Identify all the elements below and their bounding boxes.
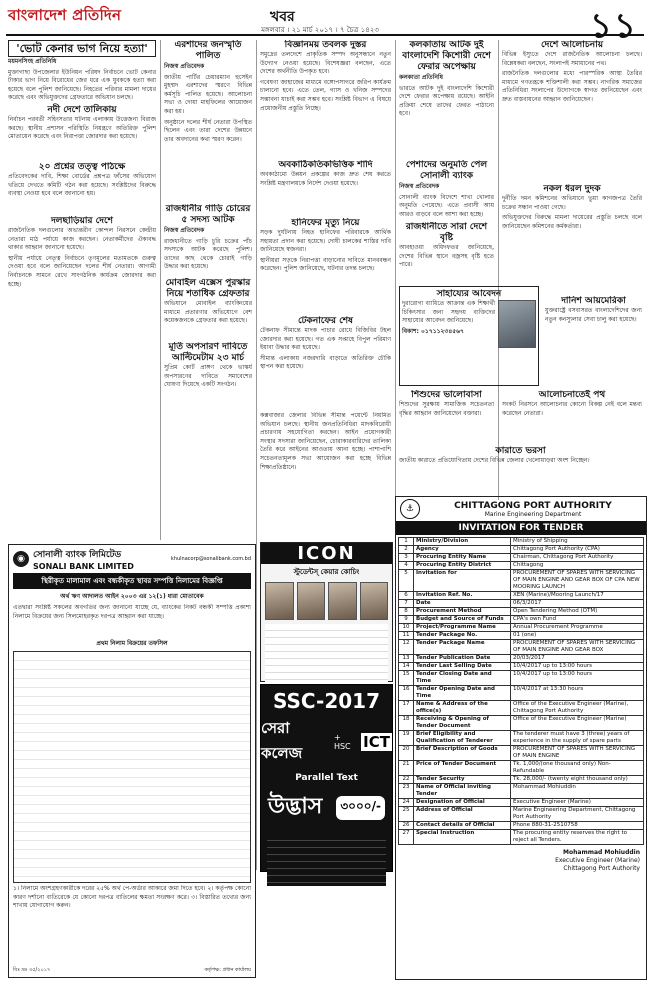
section-name: খবর	[270, 9, 295, 25]
cpa-cell-label: Date	[414, 600, 511, 608]
story-6-body: অভিযানে মোবাইল ব্যাংকিংয়ের মাধ্যমে প্রতারণার অভিযোগে বেশ কয়েকজনকে গ্রেফতার করা হয়েছে।	[164, 300, 252, 325]
cpa-cell-value: Marine Engineering Department, Chittagong Port Authority	[511, 807, 644, 822]
icon-ad-photo	[360, 582, 389, 620]
cpa-row	[399, 538, 644, 546]
cpa-row	[399, 784, 644, 799]
ssc-ad-ict: ICT	[363, 733, 390, 751]
story-1-headline[interactable]: 'ভোট কেনার ভাগ নিয়ে হত্যা'	[8, 40, 156, 57]
cpa-cell-value: Executive Engineer (Marine)	[511, 799, 644, 807]
story-14	[399, 222, 494, 282]
story-18-headline[interactable]: নকল ধরল দুদক	[543, 184, 601, 194]
cpa-row	[399, 546, 644, 554]
cpa-cell-label: Procuring Entity Name	[414, 554, 511, 562]
ssc-ad-subtitle: সেরা কলেজ	[261, 719, 303, 762]
cpa-row	[399, 632, 644, 640]
appeal-photo	[498, 300, 536, 348]
sonali-logo-icon: ◉	[13, 551, 29, 567]
sonali-table-heading: প্রথম নিলাম বিক্রয়ের তফসিল	[96, 640, 168, 647]
cpa-row	[399, 655, 644, 663]
appeal-contact: বিকাশ: ০১৭১১২৩৪৫৬৭	[402, 327, 464, 335]
story-7-headline[interactable]: মূর্তি অপসারণ দাবিতে আল্টিমেটাম ২৩ মার্চ	[168, 342, 248, 363]
story-3: দলছাড়িয়ার দেশে রাজনৈতিক দলগুলোর অভ্যন্তরীণ কোন্দল নিরসনে কেন্দ্রীয় নেতারা মাঠ পর্যায়ে কাজ করছেন। নেতাকর্মীদের ঐক্যবদ্ধ থাকার আহ্বান জানানো হয়েছে। স্থানীয় পর্যায়ে নেতৃত্ব নির্বাচনে তৃণমূলের মতামতকে গুরুত্ব দেওয়া হবে বলে জানিয়েছেন দলের শীর্ষ নেতারা। আগামী নির্বাচনকে সামনে রেখে সাংগঠনিক কার্যক্রম জোরদার করা হচ্ছে।	[8, 216, 156, 288]
sonali-name-en: SONALI BANK LIMITED	[33, 562, 134, 571]
cpa-cell-number: 23	[399, 784, 414, 799]
sonali-schedule-table	[13, 651, 251, 883]
story-19	[545, 296, 642, 386]
cpa-cell-value: 10/4/2017 up to 13:00 hours	[511, 671, 644, 686]
cpa-cell-label: Name & Address of the office(s)	[414, 701, 511, 716]
story-9	[260, 160, 391, 215]
story-4-byline: নিজস্ব প্রতিবেদক	[164, 63, 205, 70]
story-11-continued: কক্সবাজার জেলার বিভিন্ন সীমান্ত পয়েন্টে নিয়মিত অভিযান চলছে। স্থানীয় জনপ্রতিনিধিরা মাদকবিরোধী প্রচারণায় সহযোগিতা করছেন। আইন প্রয়োগকারী সংস্থার সদস্যরা জানিয়েছেন, চোরাকারবারিদের তালিকা তৈরি করে আইনের আওতায় আনা হচ্ছে। পাশাপাশি সচেতনতামূলক সভা আয়োজন করা হচ্ছে বিভিন্ন শিক্ষাপ্রতিষ্ঠানে।	[260, 412, 391, 471]
cpa-cell-value: CPA's own Fund	[511, 616, 644, 624]
cpa-cell-value: Phone 880-31-2510758	[511, 822, 644, 830]
cpa-cell-number: 18	[399, 716, 414, 731]
appeal-box	[399, 286, 539, 386]
cpa-cell-number: 9	[399, 616, 414, 624]
cpa-cell-value: Tk. 1,000/(one thousand only) Non-Refundable	[511, 761, 644, 776]
cpa-cell-value: Chittagong	[511, 562, 644, 570]
cpa-cell-label: Ministry/Division	[414, 538, 511, 546]
cpa-cell-value: Office of the Executive Engineer (Marine), Chittagong Port Authority	[511, 701, 644, 716]
cpa-row	[399, 799, 644, 807]
cpa-cell-label: Designation of Official	[414, 799, 511, 807]
cpa-cell-label: Invitation Ref. No.	[414, 592, 511, 600]
cpa-cell-number: 19	[399, 731, 414, 746]
cpa-title: INVITATION FOR TENDER	[396, 521, 646, 535]
story-10: হানিফের মৃত্যু নিয়ে সড়ক দুর্ঘটনায় নিহত হানিফের পরিবারকে আর্থিক সহায়তা প্রদান করা হয়েছে। দোষী চালকের শাস্তির দাবি জানিয়েছে স্বজনরা। স্থানীয়রা সড়কে নিরাপত্তা বাড়ানোর দাবিতে মানববন্ধন করেছেন। পুলিশ জানিয়েছে, ঘটনার তদন্ত চলছে।	[260, 218, 391, 273]
cpa-signature-title: Executive Engineer (Marine)	[555, 857, 640, 864]
cpa-row	[399, 807, 644, 822]
ssc-ad-brand: উদ্ভাস	[268, 794, 323, 819]
story-17-body: বিভিন্ন ইস্যুতে দেশে রাজনৈতিক আলোচনা চলছে। বিশ্লেষকরা বলছেন, সংলাপই সমাধানের পথ।	[502, 51, 642, 67]
story-1-subhead: নদী দেশে তালিকায়	[47, 104, 117, 115]
sonali-notice-sub: অর্থ ঋণ আদালত আইন ২০০৩ এর ১২(১) ধারা মোতাবেক	[60, 593, 204, 600]
story-1: 'ভোট কেনার ভাগ নিয়ে হত্যা' ময়মনসিংহ প্রতিনিধি মুক্তাগাছা উপজেলার ইউনিয়ন পরিষদ নির্বাচনে ভোট কেনার টাকার ভাগ নিয়ে বিরোধের জের ধরে এক যুবককে হত্যা করা হয়েছে বলে পুলিশ জানিয়েছে। নিহতের পরিবার মামলা দায়ের করেছে এবং অভিযুক্তদের গ্রেফতারে অভিযান চলছে। নদী দেশে তালিকায় নির্বাচন পরবর্তী সহিংসতার ঘটনায় এলাকায় উত্তেজনা বিরাজ করছে। স্থানীয় প্রশাসন পরিস্থিতি নিয়ন্ত্রণে অতিরিক্ত পুলিশ মোতায়েন করেছে এবং নিরাপত্তা জোরদার করা হয়েছে।	[8, 42, 156, 141]
story-19-headline[interactable]: দানিশ আয়মেরিকা	[561, 296, 626, 306]
story-11-headline[interactable]: টেকনাফের শেষ	[297, 316, 354, 326]
appeal-headline[interactable]: সাহায্যের আবেদন	[436, 289, 502, 299]
cpa-cell-number: 24	[399, 799, 414, 807]
cpa-cell-label: Tender Closing Date and Time	[414, 671, 511, 686]
cpa-cell-label: Agency	[414, 546, 511, 554]
icon-ad-tagline: স্টুডেন্টস্ কেয়ার কোচিং	[293, 568, 360, 576]
cpa-tender	[395, 496, 647, 980]
cpa-cell-number: 21	[399, 761, 414, 776]
cpa-logo-icon: ⚓	[400, 499, 420, 519]
cpa-cell-number: 6	[399, 592, 414, 600]
cpa-cell-value: 06/3/2017	[511, 600, 644, 608]
story-2	[8, 162, 156, 212]
cpa-cell-value: XEN (Marine)/Mooring Launch/17	[511, 592, 644, 600]
story-5-body: রাজধানীতে গাড়ি চুরি চক্রের পাঁচ সদস্যকে আটক করেছে পুলিশ। তাদের কাছ থেকে চোরাই গাড়ি উদ্ধার করা হয়েছে।	[164, 237, 252, 271]
cpa-cell-value: Chairman, Chittagong Port Authority	[511, 554, 644, 562]
story-3-body: রাজনৈতিক দলগুলোর অভ্যন্তরীণ কোন্দল নিরসনে কেন্দ্রীয় নেতারা মাঠ পর্যায়ে কাজ করছেন। নেতাকর্মীদের ঐক্যবদ্ধ থাকার আহ্বান জানানো হয়েছে।	[8, 227, 156, 252]
story-20	[502, 390, 642, 442]
story-12	[399, 40, 494, 155]
ssc-ad[interactable]	[260, 684, 393, 872]
cpa-table	[398, 537, 644, 845]
page-number: ১১	[589, 6, 638, 46]
cpa-cell-value: 10/4/2017 at 13:30 hours	[511, 686, 644, 701]
cpa-row	[399, 716, 644, 731]
cpa-row	[399, 570, 644, 592]
icon-ad-branch-list	[265, 624, 388, 684]
cpa-row	[399, 686, 644, 701]
cpa-cell-label: Address of Official	[414, 807, 511, 822]
cpa-row	[399, 671, 644, 686]
cpa-cell-number: 5	[399, 570, 414, 592]
cpa-cell-label: Tender Opening Date and Time	[414, 686, 511, 701]
icon-ad-brand: ICON	[261, 543, 392, 564]
story-4: এরশাদের জনস্মৃতি পালিত নিজস্ব প্রতিবেদক জাতীয় পার্টির চেয়ারম্যান হুসেইন মুহম্মদ এরশাদের স্মরণে বিভিন্ন কর্মসূচি পালিত হয়েছে। আলোচনা সভা ও দোয়া মাহফিলের আয়োজন করা হয়। অনুষ্ঠানে দলের শীর্ষ নেতারা উপস্থিত ছিলেন এবং তারা দেশের উন্নয়নে তার অবদানের কথা স্মরণ করেন।	[164, 40, 252, 143]
cpa-row	[399, 562, 644, 570]
story-18: নকল ধরল দুদক দুর্নীতি দমন কমিশনের অভিযানে ভুয়া কাগজপত্র তৈরি চক্রের সন্ধান পাওয়া গেছে। অভিযুক্তদের বিরুদ্ধে মামলা দায়েরের প্রস্তুতি চলছে বলে জানিয়েছেন কমিশনের কর্মকর্তারা।	[502, 184, 642, 230]
story-13-byline: নিজস্ব প্রতিবেদক	[399, 183, 440, 190]
cpa-cell-number: 15	[399, 671, 414, 686]
story-14-body: আবহাওয়া অধিদফতর জানিয়েছে, দেশের বিভিন্ন স্থানে বজ্রসহ বৃষ্টি হতে পারে।	[399, 244, 494, 269]
col-divider	[160, 40, 161, 540]
story-13-headline[interactable]: পেশাদের অনুমতি পেল সোনালী ব্যাংক	[405, 160, 488, 181]
story-13	[399, 160, 494, 220]
cpa-cell-number: 26	[399, 822, 414, 830]
story-8: বিজ্ঞানময় তবলক দুস্তর সমুদ্রের তলদেশে প্রাকৃতিক সম্পদ অনুসন্ধানে নতুন উদ্যোগ নেওয়া হয়েছে। বিশেষজ্ঞরা বলছেন, এতে দেশের অর্থনীতি উপকৃত হবে। গবেষণা জাহাজের মাধ্যমে বঙ্গোপসাগরে জরিপ কার্যক্রম চালানো হবে। এতে তেল, গ্যাস ও খনিজ সম্পদের সম্ভাবনা যাচাই করা সম্ভব হবে। সংশ্লিষ্ট বিভাগ এ বিষয়ে প্রয়োজনীয় প্রস্তুতি নিচ্ছে।	[260, 40, 391, 112]
cpa-cell-label: Name of Official inviting Tender	[414, 784, 511, 799]
cpa-row	[399, 822, 644, 830]
cpa-cell-value: Chittagong Port Authority (CPA)	[511, 546, 644, 554]
cpa-cell-label: Tender Package Name	[414, 640, 511, 655]
story-7	[164, 342, 252, 412]
ssc-ad-title: SSC-2017	[272, 689, 380, 713]
cpa-row	[399, 761, 644, 776]
cpa-cell-value: PROCUREMENT OF SPARES WITH SERVICING OF MAIN ENGINE AND GEAR BOX OF CPA NEW MOORING LAUNCH	[511, 570, 644, 592]
cpa-row	[399, 608, 644, 616]
ssc-ad-offer: ৩০০০/-	[336, 796, 385, 820]
cpa-cell-value: The tenderer must have 3 (three) years of experience in the supply of spare parts	[511, 731, 644, 746]
cpa-row	[399, 600, 644, 608]
cpa-row	[399, 616, 644, 624]
cpa-cell-number: 22	[399, 776, 414, 784]
cpa-row	[399, 776, 644, 784]
cpa-cell-number: 7	[399, 600, 414, 608]
story-21-headline[interactable]: কারাতে ভরসা	[495, 446, 546, 456]
sonali-name-bn: সোনালী ব্যাংক লিমিটেড	[33, 550, 122, 560]
cpa-cell-label: Special Instruction	[414, 830, 511, 845]
cpa-cell-number: 16	[399, 686, 414, 701]
story-5-byline: নিজস্ব প্রতিবেদক	[164, 227, 205, 234]
cpa-cell-value: 01 (one)	[511, 632, 644, 640]
sonali-intro: এতদ্বারা সংশ্লিষ্ট সকলের অবগতির জন্য জানানো যাচ্ছে যে, ব্যাংকের নিকট বন্ধকী সম্পত্তি প্রকাশ্য নিলামে বিক্রয়ের জন্য সিলমোহরকৃত দরপত্র আহ্বান করা যাচ্ছে।	[13, 604, 251, 620]
story-4-body: জাতীয় পার্টির চেয়ারম্যান হুসেইন মুহম্মদ এরশাদের স্মরণে বিভিন্ন কর্মসূচি পালিত হয়েছে। আলোচনা সভা ও দোয়া মাহফিলের আয়োজন করা হয়।	[164, 73, 252, 115]
cpa-cell-value: PROCUREMENT OF SPARES WITH SERVICING OF MAIN ENGINE AND GEAR BOX	[511, 640, 644, 655]
cpa-cell-label: Price of Tender Document	[414, 761, 511, 776]
sonali-terms: ১। নিলামে অংশগ্রহণকারীকে দরের ২৫% অর্থ পে-অর্ডার আকারে জমা দিতে হবে। ২। কর্তৃপক্ষ কোনো কারণ দর্শানো ব্যতিরেকে যে কোনো দরপত্র বাতিলের ক্ষমতা সংরক্ষণ করে। ৩। বিস্তারিত তথ্যের জন্য শাখায় যোগাযোগ করুন।	[13, 885, 251, 910]
cpa-signature-name: Mohammad Mohiuddin	[563, 849, 640, 856]
story-9-body: অবকাঠামো উন্নয়ন প্রকল্পের কাজ দ্রুত শেষ করতে সংশ্লিষ্ট মন্ত্রণালয়কে নির্দেশ দেওয়া হয়েছে।	[260, 171, 391, 187]
cpa-cell-value: PROCUREMENT OF SPARES WITH SERVICING OF MAIN ENGINE	[511, 746, 644, 761]
icon-ad[interactable]	[260, 542, 393, 682]
story-7-body: সুপ্রিম কোর্ট প্রাঙ্গণ থেকে ভাস্কর্য অপসারণের দাবিতে সমাবেশের ঘোষণা দিয়েছে একটি সংগঠন।	[164, 364, 252, 389]
sonali-footer-right: কর্তৃপক্ষ: প্রধান কার্যালয়	[204, 967, 251, 973]
dateline: মঙ্গলবার । ২১ মার্চ ২০১৭ । ৭ চৈত্র ১৪২৩	[261, 26, 379, 34]
icon-ad-photo	[297, 582, 326, 620]
cpa-cell-label: Invitation for	[414, 570, 511, 592]
cpa-signature-org: Chittagong Port Authority	[563, 865, 640, 872]
appeal-body: দুরারোগ্য ব্যাধিতে আক্রান্ত এক শিক্ষার্থী চিকিৎসার জন্য সহৃদয় ব্যক্তিদের সাহায্যের আবেদন জানিয়েছে।	[402, 300, 495, 325]
story-21	[399, 446, 642, 492]
icon-ad-photo	[265, 582, 294, 620]
cpa-cell-number: 8	[399, 608, 414, 616]
cpa-row	[399, 663, 644, 671]
story-3-headline[interactable]: দলছাড়িয়ার দেশে	[51, 216, 113, 226]
story-2-body: প্রতিবেদকের দাবি, শিক্ষা বোর্ডের প্রশ্নপত্র ফাঁসের অভিযোগ খতিয়ে দেখতে কমিটি গঠন করা হয়েছে। সংশ্লিষ্টদের বিরুদ্ধে ব্যবস্থা নেওয়া হবে বলে জানানো হয়।	[8, 173, 156, 198]
cpa-org: CHITTAGONG PORT AUTHORITY	[454, 500, 612, 511]
cpa-cell-value: Tk. 28,000/- (twenty eight thousand only)	[511, 776, 644, 784]
story-4-headline[interactable]: এরশাদের জনস্মৃতি পালিত	[174, 40, 242, 61]
story-10-body: সড়ক দুর্ঘটনায় নিহত হানিফের পরিবারকে আর্থিক সহায়তা প্রদান করা হয়েছে। দোষী চালকের শাস্তির দাবি জানিয়েছে স্বজনরা।	[260, 229, 391, 254]
col-divider	[256, 40, 257, 870]
cpa-row	[399, 592, 644, 600]
cpa-cell-label: Brief Description of Goods	[414, 746, 511, 761]
cpa-cell-number: 13	[399, 655, 414, 663]
cpa-cell-label: Contact details of Official	[414, 822, 511, 830]
sonali-notice-title: স্থিরীকৃত মালামাল এবং বন্ধকীকৃত স্থাবর সম্পত্তি নিলামের বিজ্ঞপ্তি	[13, 573, 251, 589]
col-divider	[395, 40, 396, 500]
cpa-cell-label: Brief Eligibility and Qualification of Tenderer	[414, 731, 511, 746]
story-17-headline[interactable]: দেশে আলোচনায়	[540, 40, 604, 50]
sonali-footer-left: বিঃ দ্রঃ ৩৫/২০১৭	[13, 967, 51, 973]
story-20-body: সংকট নিরসনে আলোচনার কোনো বিকল্প নেই বলে মন্তব্য করেছেন নেতারা।	[502, 401, 642, 417]
cpa-cell-value: Open Tendering Method (OTM)	[511, 608, 644, 616]
story-19-body: যুক্তরাষ্ট্রে বসবাসরত বাংলাদেশিদের জন্য নতুন কনস্যুলার সেবা চালু করা হয়েছে।	[545, 307, 642, 323]
cpa-dept: Marine Engineering Department	[484, 510, 582, 518]
cpa-cell-label: Tender Package No.	[414, 632, 511, 640]
story-11-body: টেকনাফ সীমান্তে মাদক পাচার রোধে বিজিবির টহল জোরদার করা হয়েছে। গত এক সপ্তাহে বিপুল পরিমাণ ইয়াবা উদ্ধার করা হয়েছে।	[260, 327, 391, 352]
cpa-row	[399, 554, 644, 562]
cpa-cell-label: Project/Programme Name	[414, 624, 511, 632]
cpa-cell-number: 1	[399, 538, 414, 546]
sonali-email[interactable]: khulnacorp@sonalibank.com.bd	[170, 556, 251, 562]
header-rule	[6, 34, 644, 36]
cpa-row	[399, 701, 644, 716]
story-17: দেশে আলোচনায় বিভিন্ন ইস্যুতে দেশে রাজনৈতিক আলোচনা চলছে। বিশ্লেষকরা বলছেন, সংলাপই সমাধানের পথ। রাজনৈতিক দলগুলোর মধ্যে পারস্পরিক আস্থা তৈরির মাধ্যমে গণতন্ত্রকে শক্তিশালী করা সম্ভব। নাগরিক সমাজের প্রতিনিধিরা সংলাপের উদ্যোগকে স্বাগত জানিয়েছেন এবং দ্রুত বাস্তবায়নের আহ্বান জানিয়েছেন।	[502, 40, 642, 103]
cpa-cell-label: Tender Last Selling Date	[414, 663, 511, 671]
sonali-bank-notice	[8, 544, 256, 978]
ssc-ad-parallel: Parallel Text	[295, 773, 358, 783]
cpa-cell-label: Receiving & Opening of Tender Document	[414, 716, 511, 731]
cpa-cell-value: Office of the Executive Engineer (Marine)	[511, 716, 644, 731]
cpa-cell-number: 10	[399, 624, 414, 632]
story-6	[164, 278, 252, 338]
story-10-headline[interactable]: হানিফের মৃত্যু নিয়ে	[291, 218, 360, 228]
cpa-row	[399, 731, 644, 746]
cpa-cell-value: 20/03/2017	[511, 655, 644, 663]
cpa-cell-value: 10/4/2017 up to 13:00 hours	[511, 663, 644, 671]
cpa-cell-number: 20	[399, 746, 414, 761]
ssc-ad-branch-list	[267, 834, 386, 886]
cpa-cell-label: Procuring Entity District	[414, 562, 511, 570]
icon-ad-photo	[328, 582, 357, 620]
col-divider	[498, 40, 499, 500]
cpa-row	[399, 624, 644, 632]
story-14-headline[interactable]: রাজধানীতে সারা দেশে বৃষ্টি	[405, 222, 488, 243]
masthead: বাংলাদেশ প্রতিদিন	[8, 6, 122, 24]
cpa-cell-label: Tender Publication Date	[414, 655, 511, 663]
cpa-cell-number: 11	[399, 632, 414, 640]
cpa-cell-label: Budget and Source of Funds	[414, 616, 511, 624]
cpa-cell-label: Procurement Method	[414, 608, 511, 616]
story-8-body: সমুদ্রের তলদেশে প্রাকৃতিক সম্পদ অনুসন্ধানে নতুন উদ্যোগ নেওয়া হয়েছে। বিশেষজ্ঞরা বলছেন, এতে দেশের অর্থনীতি উপকৃত হবে।	[260, 51, 391, 76]
cpa-cell-number: 25	[399, 807, 414, 822]
story-20-headline[interactable]: আলোচনাতেই পথ	[538, 390, 606, 400]
story-5	[164, 204, 252, 274]
story-5-headline[interactable]: রাজধানীর গাড়ি চোরের ৫ সদস্য আটক	[165, 204, 251, 225]
cpa-cell-number: 27	[399, 830, 414, 845]
cpa-cell-number: 14	[399, 663, 414, 671]
cpa-row	[399, 746, 644, 761]
story-9-headline[interactable]: অবকাঠিকতিকভিত্তিক শাদি	[278, 160, 373, 170]
cpa-cell-value: The procuring entity reserves the right to reject all Tenders.	[511, 830, 644, 845]
story-12-headline[interactable]: কলকাতায় আটক দুই বাংলাদেশি কিশোরী দেশে ফেরার অপেক্ষায়	[402, 40, 491, 72]
cpa-cell-value: Ministry of Shipping	[511, 538, 644, 546]
cpa-cell-number: 17	[399, 701, 414, 716]
story-13-body: সোনালী ব্যাংক বিদেশে শাখা খোলার অনুমতি পেয়েছে। এতে প্রবাসী আয় আরও বাড়বে বলে আশা করা হচ্ছে।	[399, 193, 494, 218]
story-16-headline[interactable]: শিশুদের ভালোবাসা	[411, 390, 482, 400]
story-1-byline: ময়মনসিংহ প্রতিনিধি	[8, 58, 57, 65]
cpa-cell-number: 2	[399, 546, 414, 554]
cpa-cell-number: 12	[399, 640, 414, 655]
cpa-row	[399, 830, 644, 845]
cpa-cell-value: Annual Procurement Programme	[511, 624, 644, 632]
story-11: টেকনাফের শেষ টেকনাফ সীমান্তে মাদক পাচার রোধে বিজিবির টহল জোরদার করা হয়েছে। গত এক সপ্তাহে বিপুল পরিমাণ ইয়াবা উদ্ধার করা হয়েছে। সীমান্ত এলাকায় নজরদারি বাড়াতে অতিরিক্ত চৌকি স্থাপন করা হয়েছে।	[260, 316, 391, 371]
cpa-cell-number: 4	[399, 562, 414, 570]
story-16	[399, 390, 494, 436]
story-12-byline: কলকাতা প্রতিনিধি	[399, 74, 444, 81]
story-6-headline[interactable]: মোবাইল এক্সেস পুরস্কার নিয়ে শতাধিক গ্রেফতার	[165, 278, 251, 299]
story-16-body: শিশুদের সুরক্ষায় সামাজিক সচেতনতা বৃদ্ধির আহ্বান জানিয়েছেন বক্তারা।	[399, 401, 494, 417]
story-12-body: ভারতে আটক দুই বাংলাদেশি কিশোরী দেশে ফেরার অপেক্ষায় রয়েছে। আইনি প্রক্রিয়া শেষে তাদের ফেরত পাঠানো হবে।	[399, 84, 494, 118]
cpa-cell-label: Tender Security	[414, 776, 511, 784]
cpa-cell-number: 3	[399, 554, 414, 562]
ssc-ad-hsc: + HSC	[333, 733, 351, 751]
story-1-body: মুক্তাগাছা উপজেলার ইউনিয়ন পরিষদ নির্বাচনে ভোট কেনার টাকার ভাগ নিয়ে বিরোধের জের ধরে এক যুবককে হত্যা করা হয়েছে বলে পুলিশ জানিয়েছে। নিহতের পরিবার মামলা দায়ের করেছে এবং অভিযুক্তদের গ্রেফতারে অভিযান চলছে।	[8, 68, 156, 102]
cpa-cell-value: Mohammad Mohiuddin	[511, 784, 644, 799]
cpa-row	[399, 640, 644, 655]
story-21-body: জাতীয় কারাতে প্রতিযোগিতায় দেশের বিভিন্ন জেলার খেলোয়াড়রা অংশ নিচ্ছেন।	[399, 457, 590, 464]
story-18-body: দুর্নীতি দমন কমিশনের অভিযানে ভুয়া কাগজপত্র তৈরি চক্রের সন্ধান পাওয়া গেছে।	[502, 195, 642, 211]
story-8-headline[interactable]: বিজ্ঞানময় তবলক দুস্তর	[284, 40, 367, 50]
story-2-headline[interactable]: ২০ প্রশ্নের তত্ত্ব পাঠক্ষে	[38, 162, 126, 172]
